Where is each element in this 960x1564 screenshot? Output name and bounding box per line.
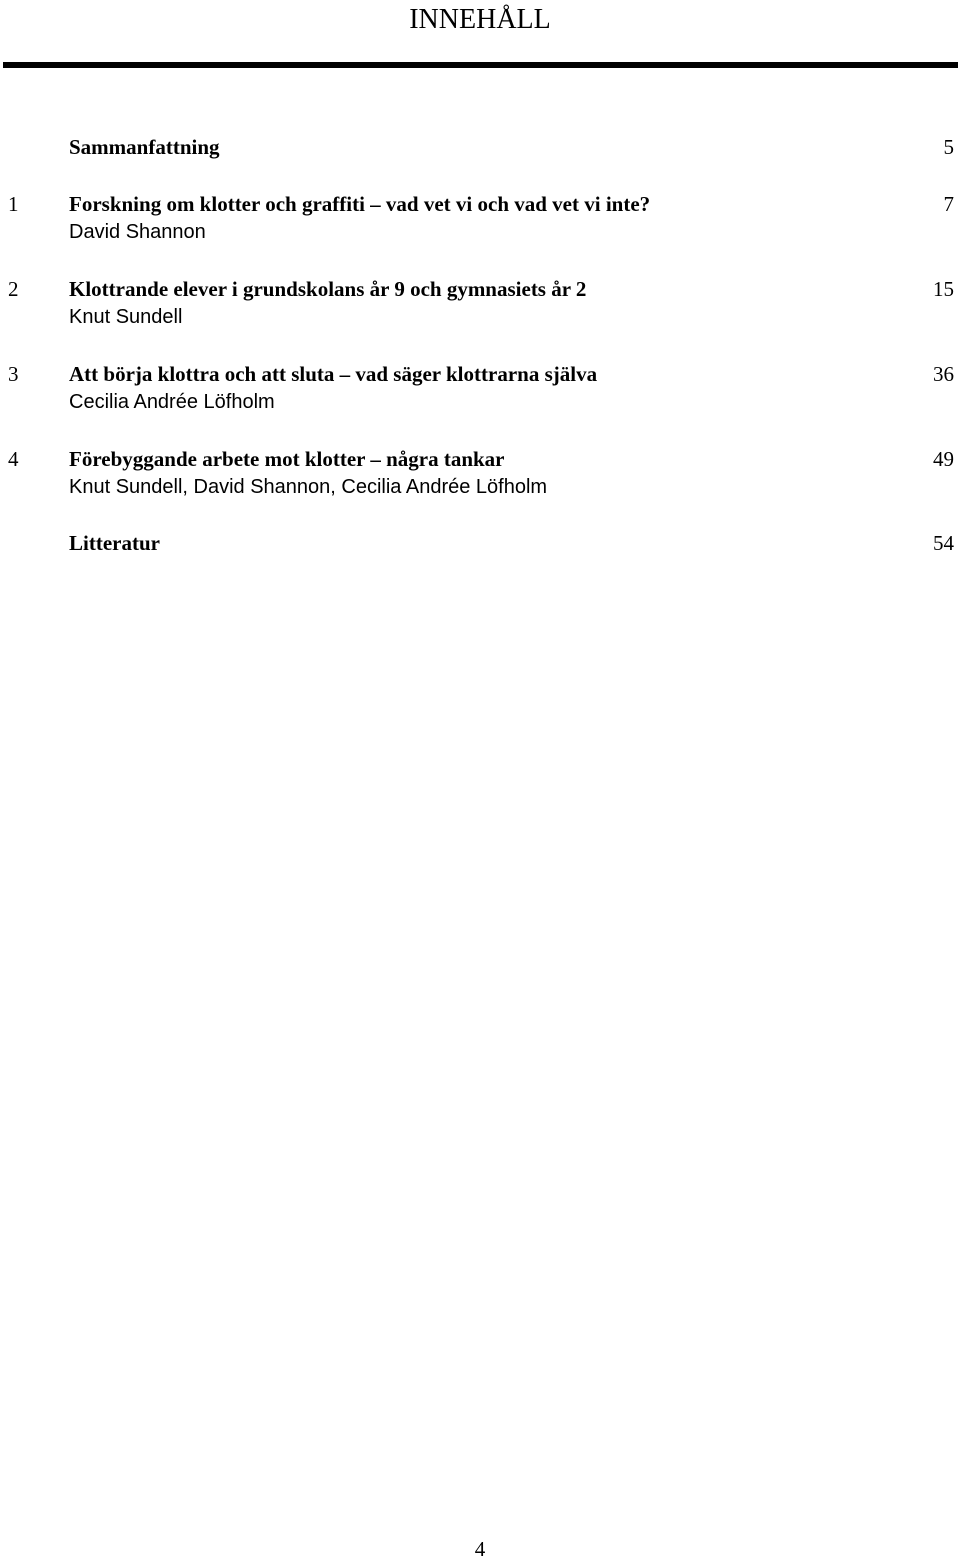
toc-entry-page: 49 bbox=[933, 447, 954, 471]
toc-entry-page: 5 bbox=[943, 135, 954, 159]
page-title: INNEHÅLL bbox=[409, 4, 551, 35]
toc-entry-title: Sammanfattning bbox=[69, 135, 220, 159]
toc-entry-title: Forskning om klotter och graffiti – vad vet vi och vad vet vi inte? bbox=[69, 192, 651, 216]
toc-entry-number: 3 bbox=[8, 362, 19, 386]
toc-entry-title: Litteratur bbox=[69, 531, 160, 555]
page-number: 4 bbox=[474, 1537, 486, 1561]
toc-entry-page: 54 bbox=[933, 531, 954, 555]
toc-entry-title: Klottrande elever i grundskolans år 9 och gymnasiets år 2 bbox=[69, 277, 587, 301]
toc-entry-author: David Shannon bbox=[69, 221, 206, 243]
toc-entry-chapter-1[interactable] bbox=[0, 189, 960, 249]
toc-entry-page: 15 bbox=[933, 277, 954, 301]
toc-entry-chapter-4[interactable] bbox=[0, 444, 960, 504]
toc-entry-chapter-3[interactable] bbox=[0, 359, 960, 419]
toc-entry-chapter-2[interactable] bbox=[0, 274, 960, 334]
toc-entry-author: Knut Sundell, David Shannon, Cecilia Andrée Löfholm bbox=[69, 476, 548, 498]
title-rule bbox=[3, 62, 958, 68]
toc-entry-page: 7 bbox=[943, 192, 954, 216]
toc-entry-number: 4 bbox=[8, 447, 19, 471]
toc-entry-page: 36 bbox=[933, 362, 954, 386]
toc-entry-title: Förebyggande arbete mot klotter – några tankar bbox=[69, 447, 505, 471]
toc-entry-number: 1 bbox=[8, 192, 19, 216]
toc-entry-title: Att börja klottra och att sluta – vad säger klottrarna själva bbox=[69, 362, 598, 386]
toc-entry-number: 2 bbox=[8, 277, 19, 301]
toc-entry-sammanfattning[interactable] bbox=[0, 132, 960, 192]
toc-entry-author: Knut Sundell bbox=[69, 306, 183, 328]
toc-entry-author: Cecilia Andrée Löfholm bbox=[69, 391, 275, 413]
toc-entry-litteratur[interactable] bbox=[0, 528, 960, 588]
